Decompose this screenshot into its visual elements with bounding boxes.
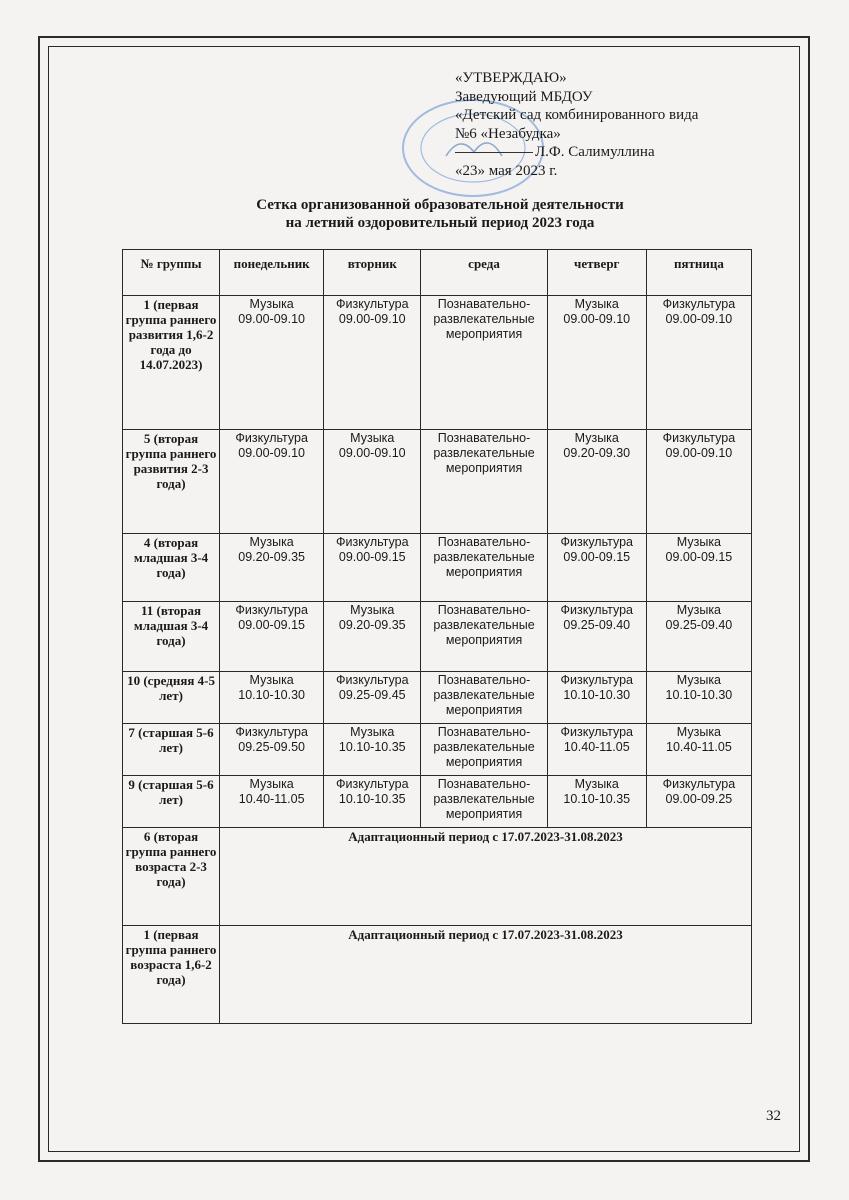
activity-name: Физкультура: [560, 725, 634, 739]
approval-date: «23» мая 2023 г.: [455, 162, 558, 179]
table-header-row: [123, 250, 752, 296]
schedule-cell: [646, 430, 751, 534]
approval-position: Заведующий МБДОУ: [455, 88, 593, 105]
activity-name: Музыка: [249, 535, 294, 549]
table-row: [123, 926, 752, 1024]
approval-signature-line: [455, 143, 785, 162]
activity-time: 09.00-09.10: [563, 312, 631, 326]
activity-time: 09.00-09.10: [238, 312, 306, 326]
activity-time: 10.10-10.35: [563, 792, 631, 806]
activity-name: Музыка: [350, 725, 395, 739]
schedule-cell: [646, 296, 751, 430]
schedule-cell: [421, 430, 547, 534]
activity-name: Физкультура: [662, 777, 736, 791]
activity-time: 09.00-09.10: [238, 446, 306, 460]
activity-name: Познавательно-развлекательные мероприятия: [433, 673, 535, 717]
table-row: [123, 296, 752, 430]
schedule-cell: [324, 776, 421, 828]
schedule-cell: [547, 534, 646, 602]
activity-time: 09.20-09.30: [563, 446, 631, 460]
schedule-cell: [421, 724, 547, 776]
document-title: [130, 196, 750, 232]
approval-organization: «Детский сад комбинированного вида: [455, 107, 699, 123]
activity-name: Музыка: [574, 777, 619, 791]
table-row: [123, 672, 752, 724]
activity-time: 10.40-11.05: [666, 740, 732, 754]
schedule-cell: [324, 602, 421, 672]
table-row: [123, 724, 752, 776]
activity-time: 09.00-09.10: [665, 312, 733, 326]
activity-name: Музыка: [676, 535, 722, 549]
activity-time: 09.25-09.40: [563, 618, 631, 632]
activity-time: 10.40-11.05: [563, 740, 630, 754]
page-number: 32: [766, 1108, 781, 1124]
group-cell: 5 (вторая группа раннего развития 2-3 года): [123, 430, 220, 534]
schedule-cell: [220, 724, 324, 776]
schedule-cell: [324, 724, 421, 776]
table-row: [123, 534, 752, 602]
schedule-cell: [220, 430, 324, 534]
schedule-cell: [421, 534, 547, 602]
activity-time: 10.10-10.30: [563, 688, 631, 702]
header-group: № группы: [123, 250, 220, 296]
header-friday: пятница: [646, 250, 751, 296]
schedule-cell: [324, 430, 421, 534]
approval-organization-name: №6 «Незабудка»: [455, 125, 561, 142]
activity-time: 09.00-09.15: [563, 550, 631, 564]
approval-heading: «УТВЕРЖДАЮ»: [455, 70, 567, 86]
activity-time: 09.25-09.45: [338, 688, 406, 702]
approval-block: [455, 69, 785, 180]
table-row: [123, 776, 752, 828]
schedule-cell: [547, 602, 646, 672]
activity-time: 10.10-10.30: [665, 688, 733, 702]
activity-name: Познавательно-развлекательные мероприятия: [433, 725, 535, 769]
activity-name: Физкультура: [336, 535, 409, 549]
schedule-cell: [220, 672, 324, 724]
activity-time: 09.00-09.15: [665, 550, 733, 564]
activity-time: 10.40-11.05: [238, 792, 305, 806]
activity-time: 10.10-10.35: [338, 740, 406, 754]
activity-time: 09.00-09.10: [338, 446, 406, 460]
group-cell: 1 (первая группа раннего возраста 1,6-2 года): [123, 926, 220, 1024]
schedule-cell: [646, 534, 751, 602]
group-cell: 9 (старшая 5-6 лет): [123, 776, 220, 828]
schedule-cell: [547, 776, 646, 828]
schedule-cell: [324, 672, 421, 724]
header-thursday: четверг: [547, 250, 646, 296]
title-line-1: Сетка организованной образовательной деятельности: [256, 197, 624, 213]
schedule-cell: [220, 534, 324, 602]
schedule-cell: [547, 724, 646, 776]
activity-name: Музыка: [574, 431, 619, 445]
activity-name: Музыка: [574, 297, 619, 311]
activity-name: Познавательно-развлекательные мероприятия: [433, 535, 535, 579]
schedule-cell: [421, 776, 547, 828]
schedule-cell: [547, 430, 646, 534]
group-cell: 1 (первая группа раннего развития 1,6-2 года до 14.07.2023): [123, 296, 220, 430]
activity-name: Музыка: [676, 725, 722, 739]
schedule-cell: [220, 296, 324, 430]
activity-name: Физкультура: [336, 777, 409, 791]
schedule-cell: [646, 672, 751, 724]
header-monday: понедельник: [220, 250, 324, 296]
activity-time: 09.00-09.15: [238, 618, 306, 632]
approval-signer: Л.Ф. Салимуллина: [535, 144, 655, 160]
schedule-table: [122, 249, 752, 1024]
activity-name: Музыка: [350, 603, 395, 617]
activity-time: 09.00-09.15: [338, 550, 406, 564]
activity-name: Физкультура: [662, 431, 736, 445]
activity-name: Музыка: [350, 431, 395, 445]
activity-name: Музыка: [249, 777, 294, 791]
header-wednesday: среда: [421, 250, 547, 296]
activity-name: Физкультура: [336, 297, 409, 311]
activity-name: Познавательно-развлекательные мероприятия: [433, 603, 535, 647]
schedule-cell: [324, 534, 421, 602]
activity-time: 09.20-09.35: [338, 618, 406, 632]
activity-name: Познавательно-развлекательные мероприятия: [433, 431, 535, 475]
activity-name: Физкультура: [560, 535, 634, 549]
adaptation-period-cell: Адаптационный период с 17.07.2023-31.08.2023: [220, 926, 752, 1024]
group-cell: 10 (средняя 4-5 лет): [123, 672, 220, 724]
schedule-cell: [646, 776, 751, 828]
activity-time: 09.00-09.10: [665, 446, 733, 460]
activity-name: Музыка: [676, 673, 722, 687]
group-cell: 4 (вторая младшая 3-4 года): [123, 534, 220, 602]
group-cell: 7 (старшая 5-6 лет): [123, 724, 220, 776]
schedule-cell: [421, 602, 547, 672]
schedule-cell: [324, 296, 421, 430]
activity-time: 09.00-09.10: [338, 312, 406, 326]
activity-name: Музыка: [676, 603, 722, 617]
schedule-cell: [421, 672, 547, 724]
activity-name: Физкультура: [662, 297, 736, 311]
activity-name: Музыка: [249, 297, 294, 311]
activity-name: Физкультура: [560, 673, 634, 687]
title-line-2: на летний оздоровительный период 2023 года: [285, 215, 595, 231]
table-row: [123, 602, 752, 672]
activity-time: 10.10-10.35: [338, 792, 406, 806]
header-tuesday: вторник: [324, 250, 421, 296]
schedule-cell: [547, 672, 646, 724]
activity-name: Физкультура: [560, 603, 634, 617]
table-row: [123, 430, 752, 534]
adaptation-period-cell: Адаптационный период с 17.07.2023-31.08.2023: [220, 828, 752, 926]
activity-name: Физкультура: [235, 431, 308, 445]
schedule-cell: [547, 296, 646, 430]
activity-name: Познавательно-развлекательные мероприятия: [433, 297, 535, 341]
activity-name: Физкультура: [336, 673, 409, 687]
schedule-cell: [421, 296, 547, 430]
activity-time: 09.00-09.25: [665, 792, 733, 806]
signature: [455, 152, 533, 153]
schedule-cell: [220, 602, 324, 672]
activity-name: Физкультура: [235, 725, 308, 739]
schedule-cell: [646, 724, 751, 776]
activity-time: 10.10-10.30: [238, 688, 306, 702]
schedule-cell: [646, 602, 751, 672]
activity-time: 09.25-09.40: [665, 618, 733, 632]
activity-time: 09.20-09.35: [238, 550, 306, 564]
table-row: [123, 828, 752, 926]
activity-name: Познавательно-развлекательные мероприятия: [433, 777, 535, 821]
group-cell: 6 (вторая группа раннего возраста 2-3 года): [123, 828, 220, 926]
activity-time: 09.25-09.50: [238, 740, 306, 754]
activity-name: Музыка: [249, 673, 294, 687]
schedule-cell: [220, 776, 324, 828]
group-cell: 11 (вторая младшая 3-4 года): [123, 602, 220, 672]
activity-name: Физкультура: [235, 603, 308, 617]
